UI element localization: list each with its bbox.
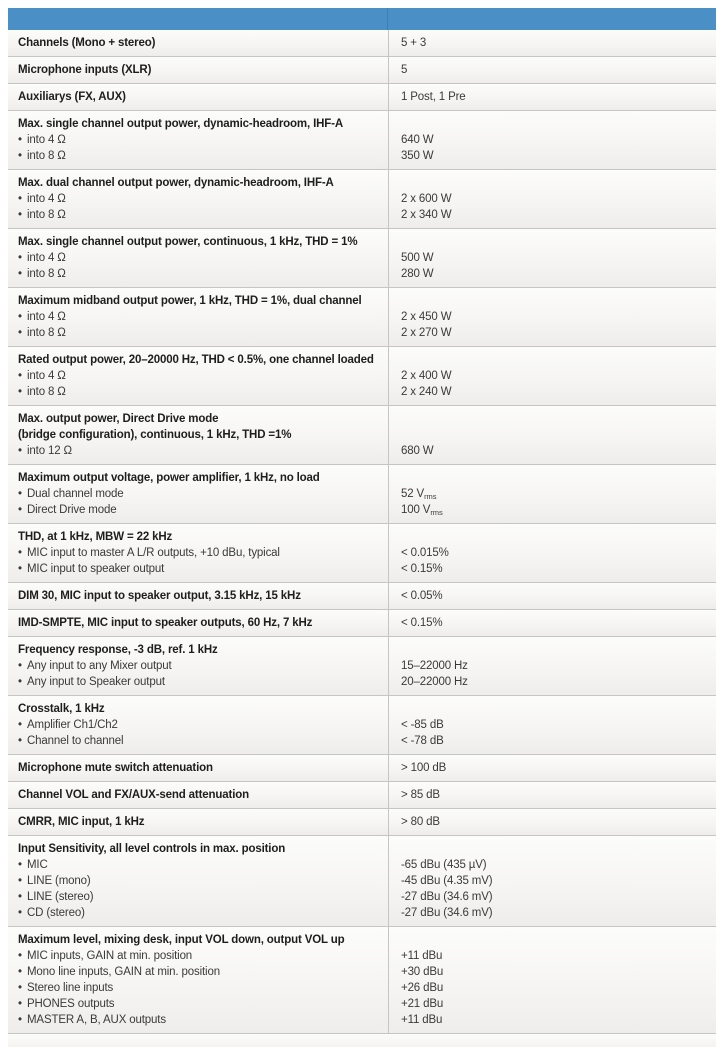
- spec-value-cell: [388, 84, 716, 110]
- spec-sub-item: • MIC: [18, 859, 48, 871]
- spec-group-row: [8, 229, 716, 288]
- bullet-icon: •: [18, 907, 22, 919]
- bullet-icon: •: [18, 445, 22, 457]
- spec-row: [8, 30, 716, 57]
- bullet-icon: •: [18, 386, 22, 398]
- spec-value: 2 x 340 W: [401, 209, 452, 221]
- spec-row: [8, 84, 716, 111]
- spec-group-row: [8, 927, 716, 1034]
- spec-value: < 0.05%: [401, 590, 443, 602]
- spec-sub-item: • PHONES outputs: [18, 998, 115, 1010]
- spec-label-cell: [8, 836, 388, 926]
- spec-value: < 0.15%: [401, 563, 443, 575]
- spec-group-title: Max. output power, Direct Drive mode: [18, 413, 219, 425]
- bullet-icon: •: [18, 891, 22, 903]
- spec-group-row: [8, 406, 716, 465]
- spec-sub-item: • Channel to channel: [18, 735, 124, 747]
- bullet-icon: •: [18, 252, 22, 264]
- spec-sub-item: • CD (stereo): [18, 907, 85, 919]
- bullet-icon: •: [18, 1014, 22, 1026]
- spec-label: Channels (Mono + stereo): [18, 37, 156, 49]
- spec-value: 640 W: [401, 134, 434, 146]
- spec-label-cell: [8, 696, 388, 754]
- bullet-icon: •: [18, 488, 22, 500]
- spec-label-cell: [8, 927, 388, 1033]
- spec-value: 5: [401, 64, 408, 76]
- spec-label-cell: [8, 465, 388, 523]
- spec-label: Auxiliarys (FX, AUX): [18, 91, 126, 103]
- spec-label-cell: [8, 170, 388, 228]
- spec-value: 15–22000 Hz: [401, 660, 468, 672]
- spec-value: -65 dBu (435 µV): [401, 859, 487, 871]
- spec-group-title: Input Sensitivity, all level controls in max. position: [18, 843, 286, 855]
- spec-label: CMRR, MIC input, 1 kHz: [18, 816, 145, 828]
- spec-value: < 0.15%: [401, 617, 443, 629]
- spec-sub-item: • Mono line inputs, GAIN at min. position: [18, 966, 220, 978]
- spec-value: > 100 dB: [401, 762, 447, 774]
- spec-row: [8, 57, 716, 84]
- spec-value: 2 x 270 W: [401, 327, 452, 339]
- spec-group-title: Maximum level, mixing desk, input VOL down, output VOL up: [18, 934, 345, 946]
- spec-value: -27 dBu (34.6 mV): [401, 907, 493, 919]
- spec-label-cell: [8, 57, 388, 83]
- spec-group-title: Max. dual channel output power, dynamic-headroom, IHF-A: [18, 177, 334, 189]
- spec-value-cell: [388, 30, 716, 56]
- bullet-icon: •: [18, 150, 22, 162]
- spec-group-row: [8, 836, 716, 927]
- spec-sub-item: • into 8 Ω: [18, 268, 66, 280]
- bullet-icon: •: [18, 875, 22, 887]
- spec-value: +30 dBu: [401, 966, 444, 978]
- spec-label: Channel VOL and FX/AUX-send attenuation: [18, 789, 249, 801]
- spec-value: 20–22000 Hz: [401, 676, 468, 688]
- spec-value: +21 dBu: [401, 998, 444, 1010]
- bullet-icon: •: [18, 311, 22, 323]
- spec-group-title: Maximum midband output power, 1 kHz, THD = 1%, dual channel: [18, 295, 362, 307]
- spec-group-title: Frequency response, -3 dB, ref. 1 kHz: [18, 644, 218, 656]
- spec-group-title: Max. single channel output power, dynamic-headroom, IHF-A: [18, 118, 343, 130]
- spec-row: [8, 755, 716, 782]
- table-header-bar: [8, 8, 716, 30]
- spec-sub-item: • Any input to Speaker output: [18, 676, 165, 688]
- spec-value: +26 dBu: [401, 982, 444, 994]
- bullet-icon: •: [18, 504, 22, 516]
- value-unit-subscript: rms: [430, 508, 443, 517]
- spec-label-cell: [8, 288, 388, 346]
- spec-label-cell: [8, 347, 388, 405]
- spec-label: Microphone mute switch attenuation: [18, 762, 213, 774]
- spec-sub-item: • into 8 Ω: [18, 209, 66, 221]
- spec-value-cell: [388, 637, 716, 695]
- spec-sub-item: • Dual channel mode: [18, 488, 124, 500]
- specifications-table: [8, 8, 716, 1047]
- spec-value-cell: [388, 809, 716, 835]
- bullet-icon: •: [18, 134, 22, 146]
- spec-sub-item: • into 12 Ω: [18, 445, 72, 457]
- spec-value: 2 x 240 W: [401, 386, 452, 398]
- spec-value-cell: [388, 347, 716, 405]
- spec-sub-item: • into 4 Ω: [18, 311, 66, 323]
- spec-sub-item: • Direct Drive mode: [18, 504, 117, 516]
- spec-value-cell: [388, 610, 716, 636]
- bullet-icon: •: [18, 193, 22, 205]
- spec-sub-item: • MIC input to master A L/R outputs, +10 dBu, typical: [18, 547, 280, 559]
- spec-value: +11 dBu: [401, 1014, 443, 1026]
- spec-sub-item: • into 8 Ω: [18, 386, 66, 398]
- spec-sub-item: • LINE (mono): [18, 875, 91, 887]
- spec-group-row: [8, 288, 716, 347]
- spec-group-row: [8, 465, 716, 524]
- spec-label: DIM 30, MIC input to speaker output, 3.15 kHz, 15 kHz: [18, 590, 301, 602]
- bullet-icon: •: [18, 998, 22, 1010]
- spec-value: < -78 dB: [401, 735, 444, 747]
- spec-value: 2 x 600 W: [401, 193, 452, 205]
- spec-value: 680 W: [401, 445, 434, 457]
- bullet-icon: •: [18, 547, 22, 559]
- spec-value: > 85 dB: [401, 789, 440, 801]
- bullet-icon: •: [18, 660, 22, 672]
- bullet-icon: •: [18, 950, 22, 962]
- spec-value: 52 $V_{rms}$: [401, 488, 437, 501]
- table-header-label-column: [8, 8, 388, 30]
- spec-value: 100 $V_{rms}$: [401, 504, 443, 517]
- spec-label-cell: [8, 637, 388, 695]
- spec-row: [8, 610, 716, 637]
- spec-value: 2 x 400 W: [401, 370, 452, 382]
- spec-value-cell: [388, 170, 716, 228]
- spec-value: < 0.015%: [401, 547, 449, 559]
- spec-group-row: [8, 347, 716, 406]
- spec-sub-item: • Any input to any Mixer output: [18, 660, 172, 672]
- bullet-icon: •: [18, 209, 22, 221]
- spec-label-cell: [8, 84, 388, 110]
- spec-rows: [8, 30, 716, 1034]
- bullet-icon: •: [18, 676, 22, 688]
- spec-sub-item: • Stereo line inputs: [18, 982, 114, 994]
- spec-value: 1 Post, 1 Pre: [401, 91, 466, 103]
- table-bottom-strip: [8, 1034, 716, 1047]
- spec-value-cell: [388, 111, 716, 169]
- spec-group-title: Crosstalk, 1 kHz: [18, 703, 105, 715]
- spec-group-row: [8, 111, 716, 170]
- bullet-icon: •: [18, 735, 22, 747]
- spec-value-cell: [388, 288, 716, 346]
- spec-group-row: [8, 637, 716, 696]
- spec-sub-item: • LINE (stereo): [18, 891, 94, 903]
- spec-row: [8, 809, 716, 836]
- spec-group-title: (bridge configuration), continuous, 1 kHz, THD =1%: [18, 429, 292, 441]
- spec-value-cell: [388, 465, 716, 523]
- spec-sub-item: • MASTER A, B, AUX outputs: [18, 1014, 166, 1026]
- spec-sub-item: • into 8 Ω: [18, 150, 66, 162]
- spec-sub-item: • into 4 Ω: [18, 370, 66, 382]
- spec-label: Microphone inputs (XLR): [18, 64, 152, 76]
- spec-value: 280 W: [401, 268, 434, 280]
- spec-label-cell: [8, 610, 388, 636]
- spec-group-title: Max. single channel output power, continuous, 1 kHz, THD = 1%: [18, 236, 358, 248]
- spec-value-cell: [388, 755, 716, 781]
- spec-group-title: Maximum output voltage, power amplifier, 1 kHz, no load: [18, 472, 320, 484]
- spec-sub-item: • into 4 Ω: [18, 193, 66, 205]
- spec-value: -45 dBu (4.35 mV): [401, 875, 493, 887]
- spec-label-cell: [8, 524, 388, 582]
- spec-value: 500 W: [401, 252, 434, 264]
- spec-value: < -85 dB: [401, 719, 444, 731]
- spec-group-row: [8, 696, 716, 755]
- bullet-icon: •: [18, 982, 22, 994]
- spec-sub-item: • into 8 Ω: [18, 327, 66, 339]
- spec-group-title: THD, at 1 kHz, MBW = 22 kHz: [18, 531, 173, 543]
- spec-value: 2 x 450 W: [401, 311, 452, 323]
- spec-value-cell: [388, 927, 716, 1033]
- spec-row: [8, 782, 716, 809]
- spec-value-cell: [388, 583, 716, 609]
- bullet-icon: •: [18, 859, 22, 871]
- spec-group-row: [8, 170, 716, 229]
- bullet-icon: •: [18, 719, 22, 731]
- bullet-icon: •: [18, 327, 22, 339]
- spec-label-cell: [8, 229, 388, 287]
- spec-label-cell: [8, 782, 388, 808]
- spec-value-cell: [388, 229, 716, 287]
- spec-value-cell: [388, 696, 716, 754]
- spec-value-cell: [388, 406, 716, 464]
- spec-value-cell: [388, 57, 716, 83]
- spec-value: -27 dBu (34.6 mV): [401, 891, 493, 903]
- spec-value: 350 W: [401, 150, 434, 162]
- spec-sub-item: • MIC inputs, GAIN at min. position: [18, 950, 193, 962]
- spec-row: [8, 583, 716, 610]
- spec-label: IMD-SMPTE, MIC input to speaker outputs, 60 Hz, 7 kHz: [18, 617, 313, 629]
- spec-label-cell: [8, 755, 388, 781]
- spec-label-cell: [8, 583, 388, 609]
- bullet-icon: •: [18, 966, 22, 978]
- spec-group-title: Rated output power, 20–20000 Hz, THD < 0.5%, one channel loaded: [18, 354, 374, 366]
- spec-label-cell: [8, 30, 388, 56]
- spec-value-cell: [388, 782, 716, 808]
- spec-sub-item: • MIC input to speaker output: [18, 563, 165, 575]
- bullet-icon: •: [18, 268, 22, 280]
- value-unit-subscript: rms: [424, 492, 437, 501]
- table-header-value-column: [388, 8, 716, 30]
- spec-label-cell: [8, 111, 388, 169]
- spec-sub-item: • into 4 Ω: [18, 134, 66, 146]
- spec-sub-item: • Amplifier Ch1/Ch2: [18, 719, 118, 731]
- bullet-icon: •: [18, 563, 22, 575]
- spec-value: > 80 dB: [401, 816, 440, 828]
- spec-value: 5 + 3: [401, 37, 427, 49]
- spec-value: +11 dBu: [401, 950, 443, 962]
- spec-value-cell: [388, 836, 716, 926]
- spec-sub-item: • into 4 Ω: [18, 252, 66, 264]
- spec-value-cell: [388, 524, 716, 582]
- spec-label-cell: [8, 406, 388, 464]
- bullet-icon: •: [18, 370, 22, 382]
- spec-label-cell: [8, 809, 388, 835]
- spec-group-row: [8, 524, 716, 583]
